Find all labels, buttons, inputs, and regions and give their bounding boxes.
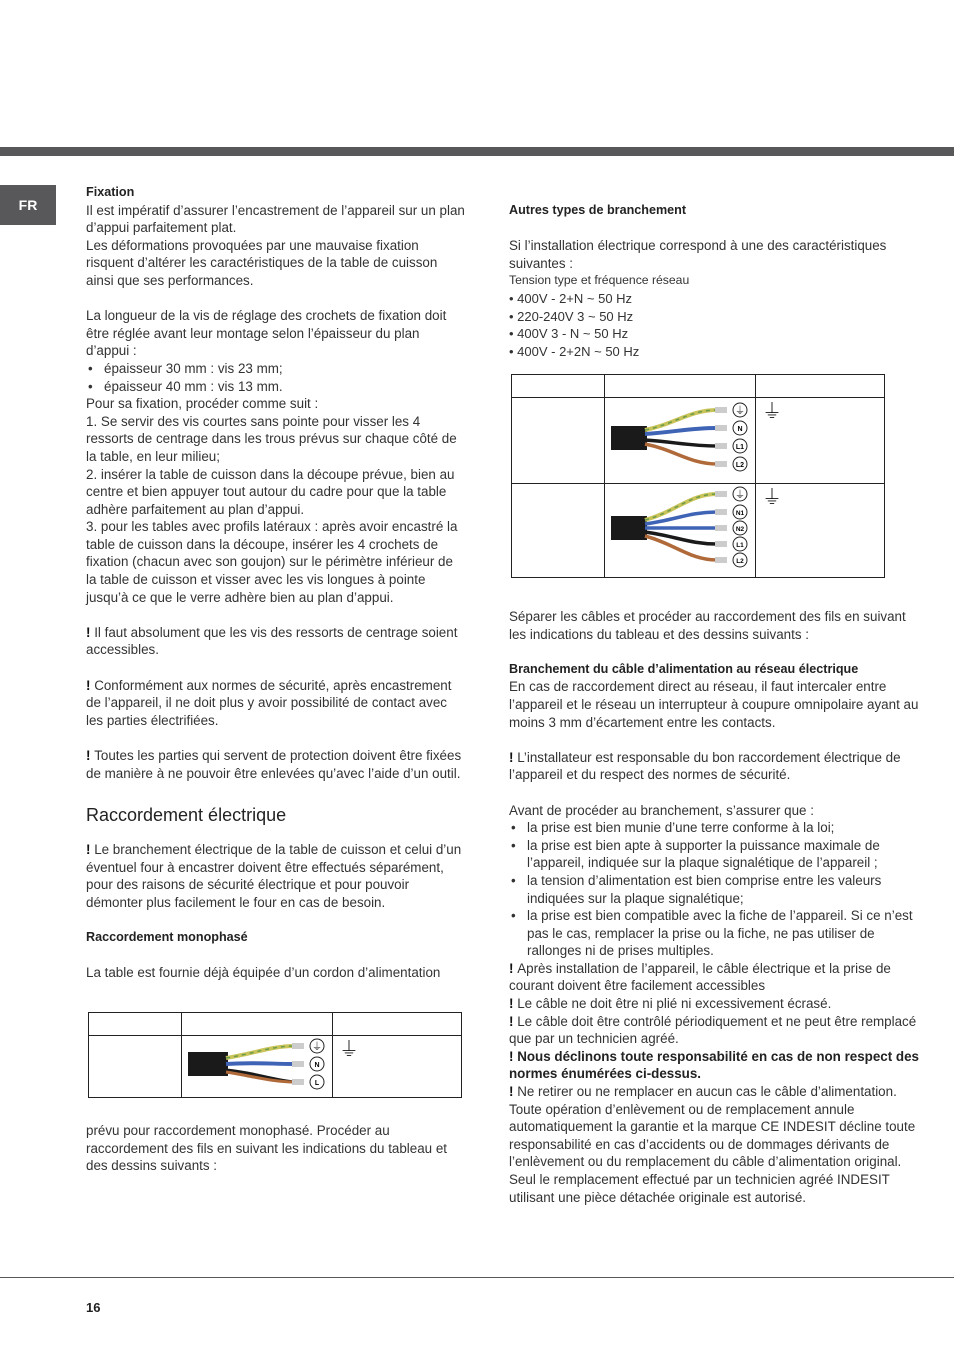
step-1: 1. Se servir des vis courtes sans pointe pour visser les 4 ressorts de centrage dans les trous prévus sur chaque côté de la table, en leur milieu; — [86, 413, 457, 464]
warning-1: ! Il faut absolument que les vis des ressorts de centrage soient accessibles. — [86, 624, 458, 658]
apres-warning: ! Après installation de l’appareil, le câble électrique et la prise de courant doivent être facilement accessibles — [509, 960, 891, 994]
terminal-label: N — [737, 426, 743, 433]
right-column-top — [509, 202, 924, 360]
left-column-bottom — [86, 1122, 466, 1175]
monophase-title: Raccordement monophasé — [86, 930, 248, 945]
right-column-bottom — [509, 608, 924, 1206]
avant-paragraph: Avant de procéder au branchement, s’assurer que : — [509, 802, 814, 818]
left-column — [86, 184, 466, 982]
branchement-paragraph: En cas de raccordement direct au réseau, il faut intercaler entre l’appareil et le réseau un interrupteur à coupure omnipolaire ayant au moins 3 mm d’écartement entre les contacts. — [509, 679, 919, 730]
warning-3: ! Toutes les parties qui servent de protection doivent être fixées de manière à ne pouvoir être enlevées qu’avec l’aide d’un outil. — [86, 748, 462, 781]
monophase-wiring-table — [88, 1012, 462, 1098]
separer-paragraph: Séparer les câbles et procéder au raccordement des fils en suivant les indications du tableau et des dessins suivants : — [509, 609, 906, 642]
check-list — [509, 819, 924, 960]
list-item: • la prise est bien apte à supporter la puissance maximale de l’appareil, indiquée sur la plaque signalétique de l’appareil ; — [509, 837, 924, 872]
monophase-paragraph-1: La table est fournie déjà équipée d’un cordon d’alimentation — [86, 965, 441, 981]
declinons-warning: ! Nous déclinons toute responsabilité en cas de non respect des normes énumérées ci-dessus. — [509, 1048, 920, 1082]
page-number: 16 — [86, 1300, 101, 1315]
monophase-cable-diagram — [182, 1036, 333, 1098]
step-2: 2. insérer la table de cuisson dans la découpe prévue, bien au centre et bien appuyer tout autour du cadre pour que la table adhère parfaitement au plan d’appui. — [86, 466, 455, 517]
monophase-paragraph-2: prévu pour raccordement monophasé. Procéder au raccordement des fils en suivant les indications du tableau et des dessins suivants : — [86, 1123, 448, 1174]
step-3: 3. pour les tables avec profils latéraux : après avoir encastré la table de cuisson dans la découpe, insérer les 4 crochets de fixation (chacun avec son goujon) sur le périmètre inférieur de la table de cuisson et visser avec les vis longues à pointe jusqu’à ce que le verre adhère bien au plan d’appui. — [86, 519, 458, 605]
vis-intro: La longueur de la vis de réglage des crochets de fixation doit être réglée avant leur montage selon l’épaisseur du plan d’appui : — [86, 308, 447, 359]
fixation-title: Fixation — [86, 185, 135, 199]
terminal-label: N1 — [735, 510, 745, 517]
terminal-label: L — [314, 1080, 320, 1087]
ground-icon: ⏚ — [339, 1039, 359, 1061]
tension-list — [509, 290, 924, 360]
list-item: • la prise est bien compatible avec la fiche de l’appareil. Si ce n’est pas le cas, remplacer la prise ou la fiche, ne pas utiliser de rallonges ni de prises multiples. — [509, 907, 924, 960]
vis-list — [86, 360, 466, 395]
list-item: • 220-240V 3 ~ 50 Hz — [509, 308, 634, 324]
fixation-paragraph-2: Les déformations provoquées par une mauvaise fixation risquent d’altérer les caractéristiques de la table de cuisson ainsi que ses performances. — [86, 237, 438, 288]
triphase-cable-diagram-1 — [605, 398, 756, 484]
top-bar — [0, 147, 954, 156]
controle-warning: ! Le câble doit être contrôlé périodiquement et ne peut être remplacé que par un technicien agréé. — [509, 1013, 917, 1047]
footer-line — [0, 1277, 954, 1278]
fixation-paragraph-1: Il est impératif d’assurer l’encastrement de l’appareil sur un plan d’appui parfaitement plat. — [86, 202, 465, 236]
list-item: • 400V - 2+N ~ 50 Hz — [509, 290, 633, 306]
retirer-warning: ! Ne retirer ou ne remplacer en aucun cas le câble d’alimentation. Toute opération d’enlèvement ou de remplacement annule automatiquement la garantie et la marque CE INDESIT décline toute responsabilité en cas d’accidents ou de dommages dérivants de l’enlèvement ou du remplacement du câble d’alimentation original. Seul le remplacement effectué par un technicien agréé INDESIT utilisant une pièce détachée originale est autorisé. — [509, 1084, 916, 1205]
language-tab: FR — [0, 185, 56, 225]
ground-icon: ⏚ — [762, 487, 782, 509]
plie-warning: ! Le câble ne doit être ni plié ni excessivement écrasé. — [509, 996, 832, 1012]
list-item: • 400V 3 - N ~ 50 Hz — [509, 326, 629, 342]
autres-paragraph: Si l’installation électrique correspond à une des caractéristiques suivantes : — [509, 238, 887, 271]
triphase-cable-diagram-2 — [605, 484, 756, 578]
list-item: • épaisseur 40 mm : vis 13 mm. — [86, 378, 466, 396]
installateur-warning: ! L’installateur est responsable du bon raccordement électrique de l’appareil et du respect des normes de sécurité. — [509, 749, 901, 783]
ground-icon: ⏚ — [735, 490, 745, 501]
list-item: • épaisseur 30 mm : vis 23 mm; — [86, 360, 466, 378]
terminal-label: L2 — [736, 558, 744, 565]
terminal-label: L1 — [735, 444, 745, 451]
terminal-label: N2 — [735, 526, 745, 533]
ground-icon: ⏚ — [735, 406, 745, 417]
terminal-label: N — [314, 1062, 320, 1069]
autres-title: Autres types de branchement — [509, 203, 687, 217]
tension-label: Tension type et fréquence réseau — [509, 273, 690, 288]
ground-icon: ⏚ — [312, 1042, 322, 1053]
triphase-wiring-table — [511, 374, 885, 578]
list-item: • la tension d’alimentation est bien comprise entre les valeurs indiquées sur la plaque signalétique; — [509, 872, 924, 907]
terminal-label: L2 — [735, 462, 745, 469]
list-item: • 400V - 2+2N ~ 50 Hz — [509, 343, 640, 359]
terminal-label: L1 — [736, 542, 744, 549]
procedure-intro: Pour sa fixation, procéder comme suit : — [86, 396, 319, 412]
warning-2: ! Conformément aux normes de sécurité, après encastrement de l’appareil, il ne doit plus y avoir possibilité de contact avec les parties électrifiées. — [86, 677, 452, 728]
raccordement-warning: ! Le branchement électrique de la table de cuisson et celui d’un éventuel four à encastrer doivent être effectués séparément, pour des raisons de sécurité électrique et pour pouvoir démonter plus facilement le four en cas de besoin. — [86, 842, 462, 910]
raccordement-title: Raccordement électrique — [86, 805, 287, 826]
list-item: • la prise est bien munie d’une terre conforme à la loi; — [509, 819, 924, 837]
branchement-title: Branchement du câble d’alimentation au réseau électrique — [509, 661, 859, 676]
ground-icon: ⏚ — [762, 401, 782, 423]
